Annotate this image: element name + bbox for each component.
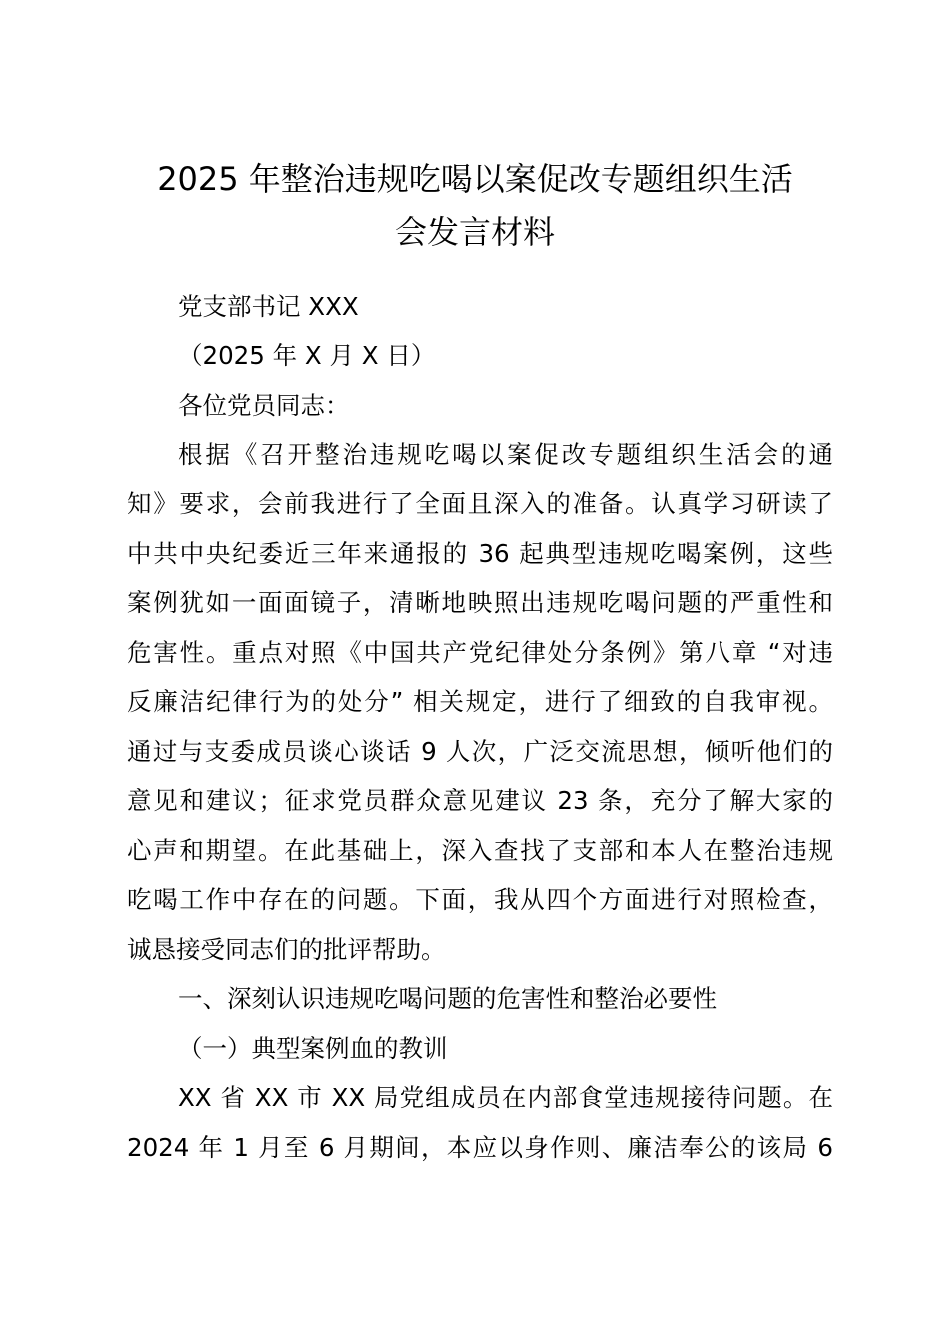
paragraph-1-line: 中共中央纪委近三年来通报的 36 起典型违规吃喝案例，这些 <box>127 539 833 568</box>
paragraph-1-line: 知》要求，会前我进行了全面且深入的准备。认真学习研读了 <box>127 489 833 518</box>
document-title-line-1: 2025 年整治违规吃喝以案促改专题组织生活 <box>157 160 793 198</box>
paragraph-1-line: 意见和建议；征求党员群众意见建议 23 条，充分了解大家的 <box>127 786 833 815</box>
author-line: 党支部书记 XXX <box>178 292 359 321</box>
salutation: 各位党员同志： <box>178 391 350 420</box>
paragraph-1-line: 诚恳接受同志们的批评帮助。 <box>127 935 446 964</box>
paragraph-1-line: 案例犹如一面面镜子，清晰地映照出违规吃喝问题的严重性和 <box>127 588 833 617</box>
paragraph-1-line: 危害性。重点对照《中国共产党纪律处分条例》第八章 “对违 <box>127 638 833 667</box>
paragraph-1-line: 通过与支委成员谈心谈话 9 人次，广泛交流思想，倾听他们的 <box>127 737 833 766</box>
section-1-heading: 一、深刻认识违规吃喝问题的危害性和整治必要性 <box>178 984 717 1013</box>
paragraph-1-line: 根据《召开整治违规吃喝以案促改专题组织生活会的通 <box>178 440 833 469</box>
paragraph-1-line: 心声和期望。在此基础上，深入查找了支部和本人在整治违规 <box>127 836 833 865</box>
date-line: （2025 年 X 月 X 日） <box>178 341 436 370</box>
paragraph-1-line: 反廉洁纪律行为的处分” 相关规定，进行了细致的自我审视。 <box>127 687 833 716</box>
paragraph-1-line: 吃喝工作中存在的问题。下面，我从四个方面进行对照检查， <box>127 885 833 914</box>
paragraph-2-line: XX 省 XX 市 XX 局党组成员在内部食堂违规接待问题。在 <box>178 1083 833 1112</box>
subsection-1-heading: （一）典型案例血的教训 <box>178 1034 448 1063</box>
paragraph-2-line: 2024 年 1 月至 6 月期间，本应以身作则、廉洁奉公的该局 6 <box>127 1133 833 1162</box>
document-title-line-2: 会发言材料 <box>394 213 555 251</box>
